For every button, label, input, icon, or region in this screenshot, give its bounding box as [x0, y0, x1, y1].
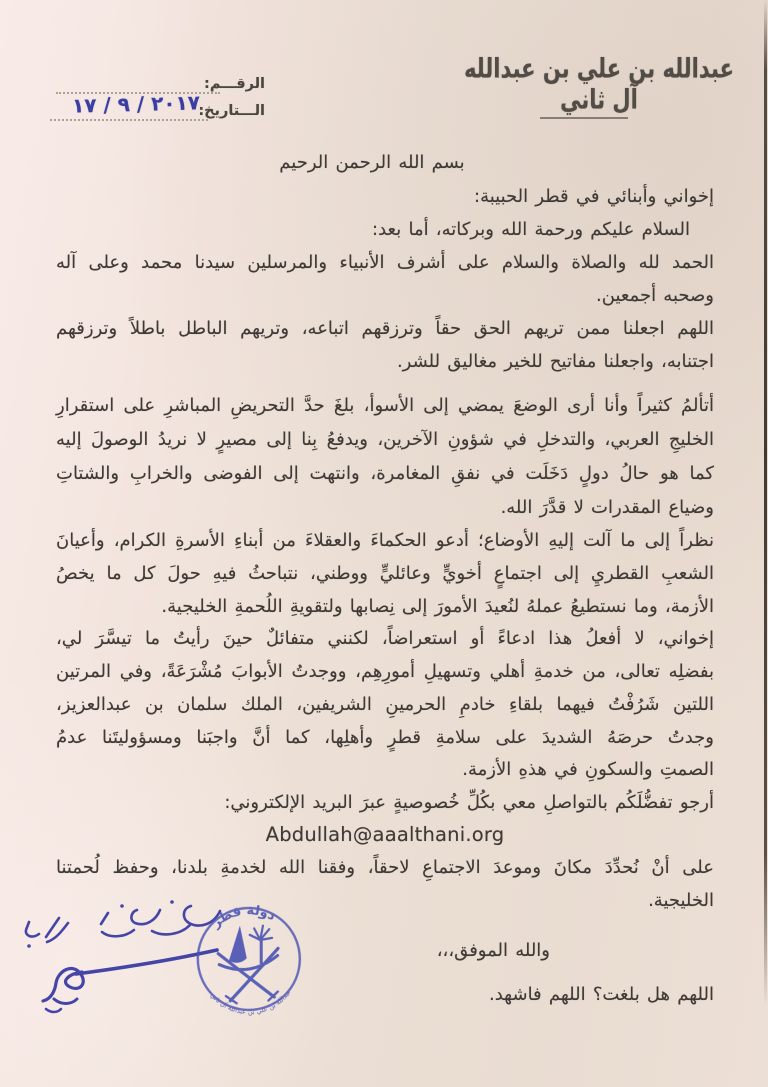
- letter-line: الأزمة، وما نستطيعُ عملهُ لنُعيدَ الأمورَ إلى نِصابها ولتقويةِ اللُحمةِ الخليجية.: [161, 596, 714, 617]
- letter-line: كما هو حالُ دولٍ دَخَلَت في نفقِ المغامرة، وانتهت إلى الفوضى والخرابِ والشتاتِ: [56, 463, 714, 484]
- letter-line: أتألمُ كثيراً وأنا أرى الوضعَ يمضي إلى الأسوأ، بلغَ حدَّ التحريضِ المباشرِ على استقرارِ: [56, 395, 714, 416]
- basmala-line: بسم الله الرحمن الرحيم: [279, 152, 465, 173]
- letter-line: نظراً إلى ما آلت إليهِ الأوضاع؛ أدعو الحكماءَ والعقلاءَ من أبناءِ الأسرةِ الكرام، وأعيانَ: [56, 530, 714, 551]
- closing-line: والله الموفق،،،: [436, 940, 550, 961]
- letter-line: وجدتُ حرصَهُ الشديدَ على سلامةِ قطرٍ وأهلِها، كما أنَّ واجبَنا ومسؤوليتَنا عدمُ: [56, 727, 714, 748]
- stamp-state-text: دولة قطر: [209, 903, 278, 932]
- stamp-emblem: [216, 923, 282, 1005]
- letter-line: الخليجِ العربي، والتدخلِ في شؤونِ الآخرين، ويدفعُ بِنا إلى مصيرٍ لا نريدُ الوصولَ إليه: [56, 429, 714, 450]
- witness-line: اللهم هل بلغت؟ اللهم فاشهد.: [489, 984, 714, 1005]
- official-stamp: [181, 893, 318, 1030]
- letter-line: الخليجية.: [648, 890, 714, 911]
- letter-line: على أنْ نُحدِّدَ مكانَ وموعدَ الاجتماعِ لاحقاً، وفقنا الله لخدمةِ بلدنا، وحفظ لُحمتنا: [56, 857, 714, 878]
- photo-edge-shadow: [764, 0, 767, 1005]
- number-label: الرقـــم:: [204, 76, 265, 92]
- letter-line: وصحبه أجمعين.: [596, 285, 714, 306]
- date-handwritten-value: ٢٠١٧ / ٩ / ١٧: [71, 90, 201, 118]
- svg-text:دولة قطر: [207, 901, 279, 933]
- letterhead-calligraphy: عبدالله بن علي بن عبدالله آل ثاني: [464, 53, 734, 115]
- svg-text:عبدالله بن علي بن عبدالله آل ث: [208, 985, 294, 1020]
- letter-line: الصمتِ والسكونِ في هذهِ الأزمة.: [462, 759, 714, 780]
- letter-line: اللتين شَرُفْتُ فيهما بلقاءِ خادمِ الحرمينِ الشريفين، الملك سلمان بن عبدالعزيز،: [56, 694, 714, 715]
- letter-line: بفضلِه تعالى، من خدمةِ أهلي وتسهيلِ أمورِهِم، ووجدتُ الأبوابَ مُشْرَعَةً، وفي المرتين: [56, 661, 714, 682]
- date-label: الـــتاريخ:: [198, 103, 265, 119]
- email-address: Abdullah@aaalthani.org: [265, 823, 505, 846]
- greeting-line: إخواني وأبنائي في قطر الحبيبة:: [474, 186, 714, 207]
- letter-line: الشعبِ القطريِ إلى اجتماعٍ أخويٍّ وعائليٍّ ووطني، نتباحثُ فيهِ حولَ كل ما يخصُ: [56, 563, 714, 584]
- letter-line: إخواني، لا أفعلُ هذا ادعاءً أو استعراضاً، لكنني متفائلٌ حينَ رأيتُ ما تيسَّرَ لي،: [56, 628, 714, 649]
- letter-line: أرجو تفضُّلَكُم بالتواصلِ معي بكُلِّ خُصوصيةٍ عبرَ البريد الإلكتروني:: [224, 792, 714, 813]
- letterhead-rule: [540, 117, 628, 119]
- letter-line: الحمد لله والصلاة والسلام على أشرف الأنبياء والمرسلين سيدنا محمد وعلى آله: [56, 252, 714, 273]
- date-dotted-line: [50, 119, 208, 121]
- salutation-line: السلام عليكم ورحمة الله وبركاته، أما بعد:: [372, 219, 690, 240]
- letter-line: اجتنابه، واجعلنا مفاتيح للخير مغاليق للشر.: [396, 351, 714, 372]
- letter-line: اللهم اجعلنا ممن تريهم الحق حقاً وترزقهم اتباعه، وتريهم الباطل باطلاً وترزقهم: [56, 318, 714, 339]
- letter-line: وضياع المقدرات لا قدَّرَ الله.: [500, 497, 714, 518]
- stamp-owner-text: عبدالله بن علي بن عبدالله آل ثاني: [208, 988, 293, 1017]
